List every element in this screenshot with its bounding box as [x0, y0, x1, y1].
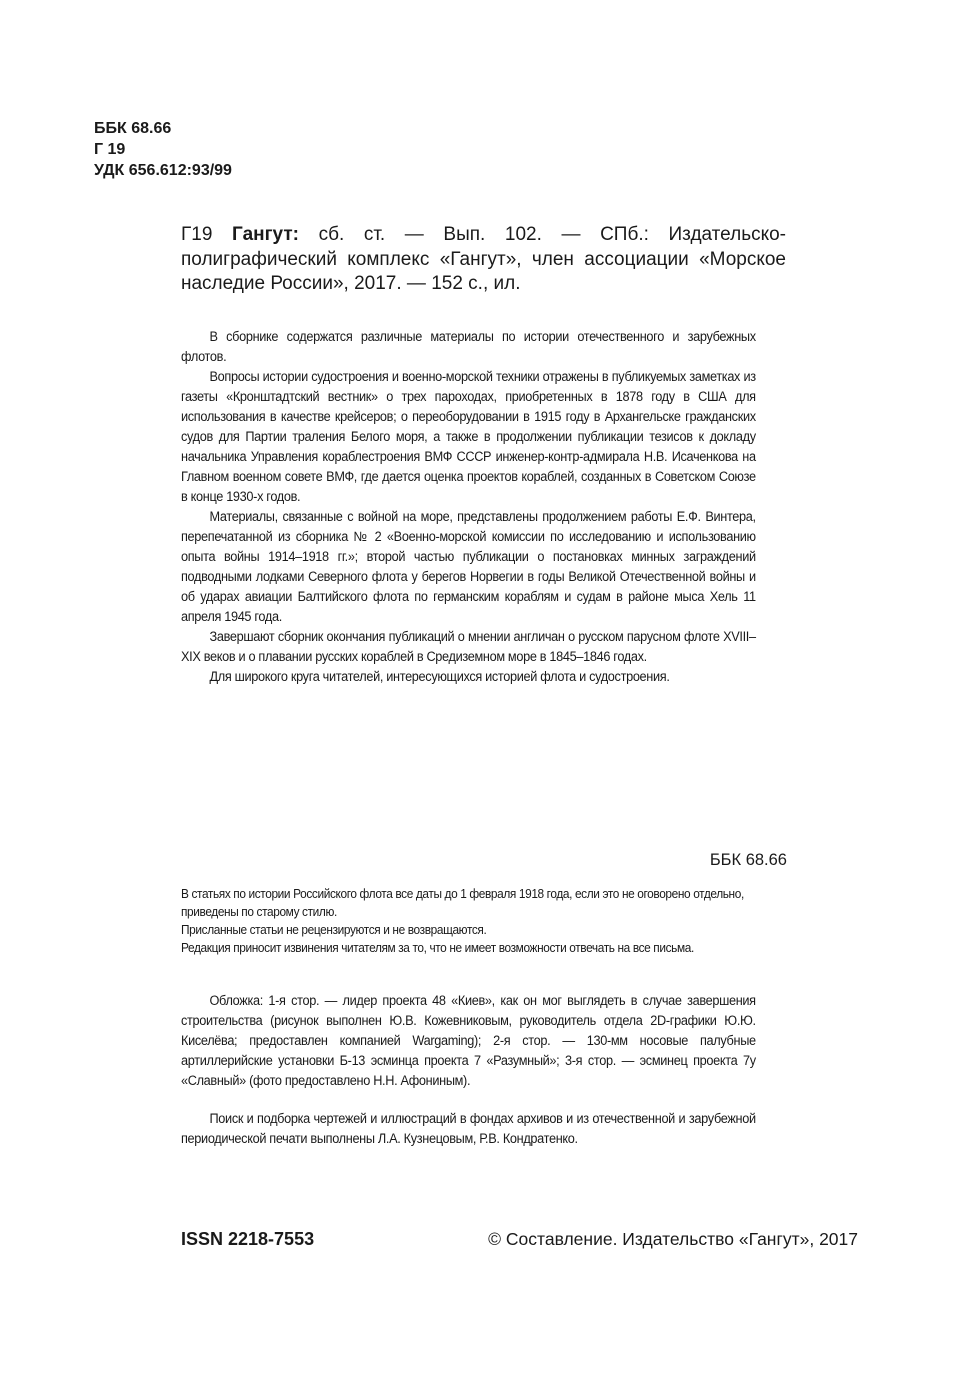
copyright: © Составление. Издательство «Гангут», 2017	[488, 1229, 858, 1249]
editorial-notes	[181, 885, 756, 957]
classification-block	[94, 118, 232, 181]
biblio-index: Г19	[181, 224, 213, 245]
issn: ISSN 2218-7553	[181, 1229, 315, 1249]
annotation-paragraph: Материалы, связанные с войной на море, представлены продолжением работы Е.Ф. Винтера, перепечатанной из сборника № 2 «Военно-морской комиссии по исследованию и использованию опыта войны 1914–1918 гг.»; второй частью публикации о постановках минных заграждений подводными лодками Северного флота у берегов Норвегии в годы Великой Отечественной войны и об ударах авиации Балтийского флота по германским кораблям и судам в районе мыса Хель 11 апреля 1945 года.	[181, 509, 756, 624]
note-line: Редакция приносит извинения читателям за то, что не имеет возможности отвечать на все письма.	[181, 941, 694, 955]
note-line: Присланные статьи не рецензируются и не возвращаются.	[181, 923, 487, 937]
bbk-right: ББК 68.66	[709, 851, 787, 869]
annotation-paragraph: Для широкого круга читателей, интересующихся историей флота и судостроения.	[209, 669, 670, 684]
bibliographic-record	[181, 223, 786, 297]
cover-paragraph: Обложка: 1-я стор. — лидер проекта 48 «Киев», как он мог выглядеть в случае завершения строительства (рисунок выполнен Ю.В. Кожевниковым, руководитель отдела 2D-графики Ю.Ю. Киселёва; предоставлен компанией Wargaming); 2-я стор. — 130-мм носовые палубные артиллерийские установки Б-13 эсминца проекта 7 «Разумный»; 3-я стор. — эсминец проекта 7у «Славный» (фото предоставлено Н.Н. Афониным).	[181, 993, 756, 1088]
annotation-paragraph: Завершают сборник окончания публикаций о мнении англичан о русском парусном флоте XVIII–XIX веков и о плавании русских кораблей в Средиземном море в 1845–1846 годах.	[181, 629, 756, 664]
annotation-paragraph: В сборнике содержатся различные материалы по истории отечественного и зарубежных флотов.	[181, 329, 756, 364]
author-mark: Г 19	[94, 141, 126, 158]
biblio-description: сб. ст. — Вып. 102. — СПб.: Издательско-полиграфический комплекс «Гангут», член ассоциации «Морское наследие России», 2017. — 152 с., ил.	[181, 224, 787, 294]
annotation	[181, 327, 756, 687]
udk-code: УДК 656.612:93/99	[94, 162, 232, 179]
cover-description	[181, 991, 756, 1091]
annotation-paragraph: Вопросы истории судостроения и военно-морской техники отражены в публикуемых заметках из газеты «Кронштадтский вестник» о трех пароходах, приобретенных в 1878 году в США для использования в качестве крейсеров; о переоборудовании в 1915 году в Архангельске гражданских судов для Партии траления Белого моря, а также в продолжении публикации тезисов к докладу начальника Управления кораблестроения ВМФ СССР инженер-контр-адмирала Н.В. Исаченкова на Главном военном совете ВМФ, где дается оценка проектов кораблей, созданных в Советском Союзе в конце 1930-х годов.	[181, 369, 756, 504]
bbk-code: ББК 68.66	[94, 120, 172, 137]
biblio-title: Гангут:	[232, 224, 299, 245]
illustration-credits	[181, 1109, 756, 1149]
credits-paragraph: Поиск и подборка чертежей и иллюстраций в фондах архивов и из отечественной и зарубежной периодической печати выполнены Л.А. Кузнецовым, Р.В. Кондратенко.	[181, 1111, 756, 1146]
note-line: В статьях по истории Российского флота все даты до 1 февраля 1918 года, если это не оговорено отдельно, приведены по старому стилю.	[181, 887, 744, 919]
